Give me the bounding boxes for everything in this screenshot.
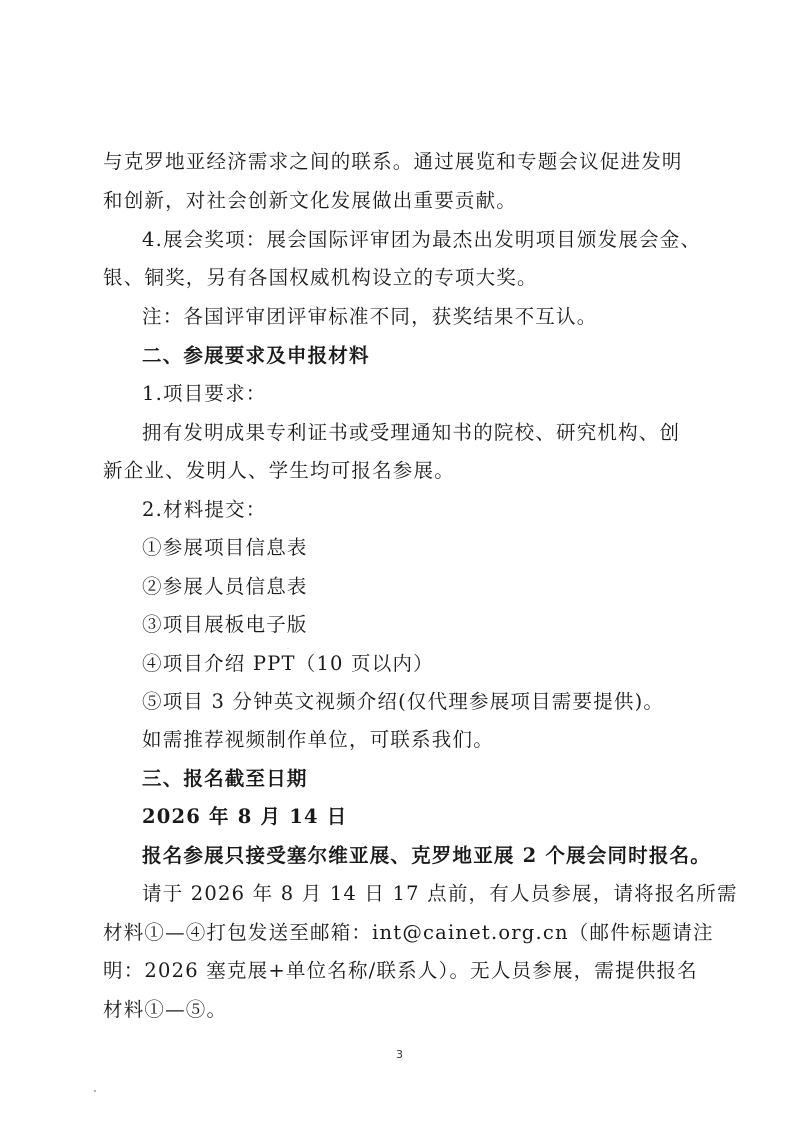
section-heading: 三、报名截至日期	[142, 767, 308, 790]
subheading: 1.项目要求：	[142, 382, 267, 405]
body-line: 拥有发明成果专利证书或受理通知书的院校、研究机构、创	[142, 421, 681, 444]
list-item: ①参展项目信息表	[142, 536, 308, 559]
section-heading: 二、参展要求及申报材料	[142, 344, 370, 367]
body-line: 如需推荐视频制作单位，可联系我们。	[142, 728, 494, 751]
body-line: 材料①—⑤。	[103, 998, 228, 1021]
body-line: 和创新，对社会创新文化发展做出重要贡献。	[103, 189, 518, 212]
subheading: 2.材料提交：	[142, 498, 267, 521]
page-number: 3	[396, 1048, 403, 1061]
list-item: ④项目介绍 PPT（10 页以内）	[142, 652, 434, 675]
body-line: 请于 2026 年 8 月 14 日 17 点前，有人员参展，请将报名所需	[142, 882, 738, 905]
body-line: 新企业、发明人、学生均可报名参展。	[103, 459, 455, 482]
list-item: ⑤项目 3 分钟英文视频介绍(仅代理参展项目需要提供)。	[142, 690, 665, 713]
body-line: 明：2026 塞克展+单位名称/联系人）。无人员参展，需提供报名	[103, 959, 698, 982]
body-line: 4.展会奖项：展会国际评审团为最杰出发明项目颁发展会金、	[142, 228, 702, 251]
deadline-date: 2026 年 8 月 14 日	[142, 805, 348, 828]
note-line: 注：各国评审团评审标准不同，获奖结果不互认。	[142, 305, 598, 328]
body-line: 报名参展只接受塞尔维亚展、克罗地亚展 2 个展会同时报名。	[142, 844, 711, 867]
list-item: ②参展人员信息表	[142, 575, 308, 598]
body-line: 材料①—④打包发送至邮箱：int@cainet.org.cn（邮件标题请注	[103, 921, 714, 944]
list-item: ③项目展板电子版	[142, 613, 308, 636]
body-line: 与克罗地亚经济需求之间的联系。通过展览和专题会议促进发明	[103, 150, 683, 173]
body-line: 银、铜奖，另有各国权威机构设立的专项大奖。	[103, 266, 538, 289]
scan-speck	[94, 1090, 96, 1092]
